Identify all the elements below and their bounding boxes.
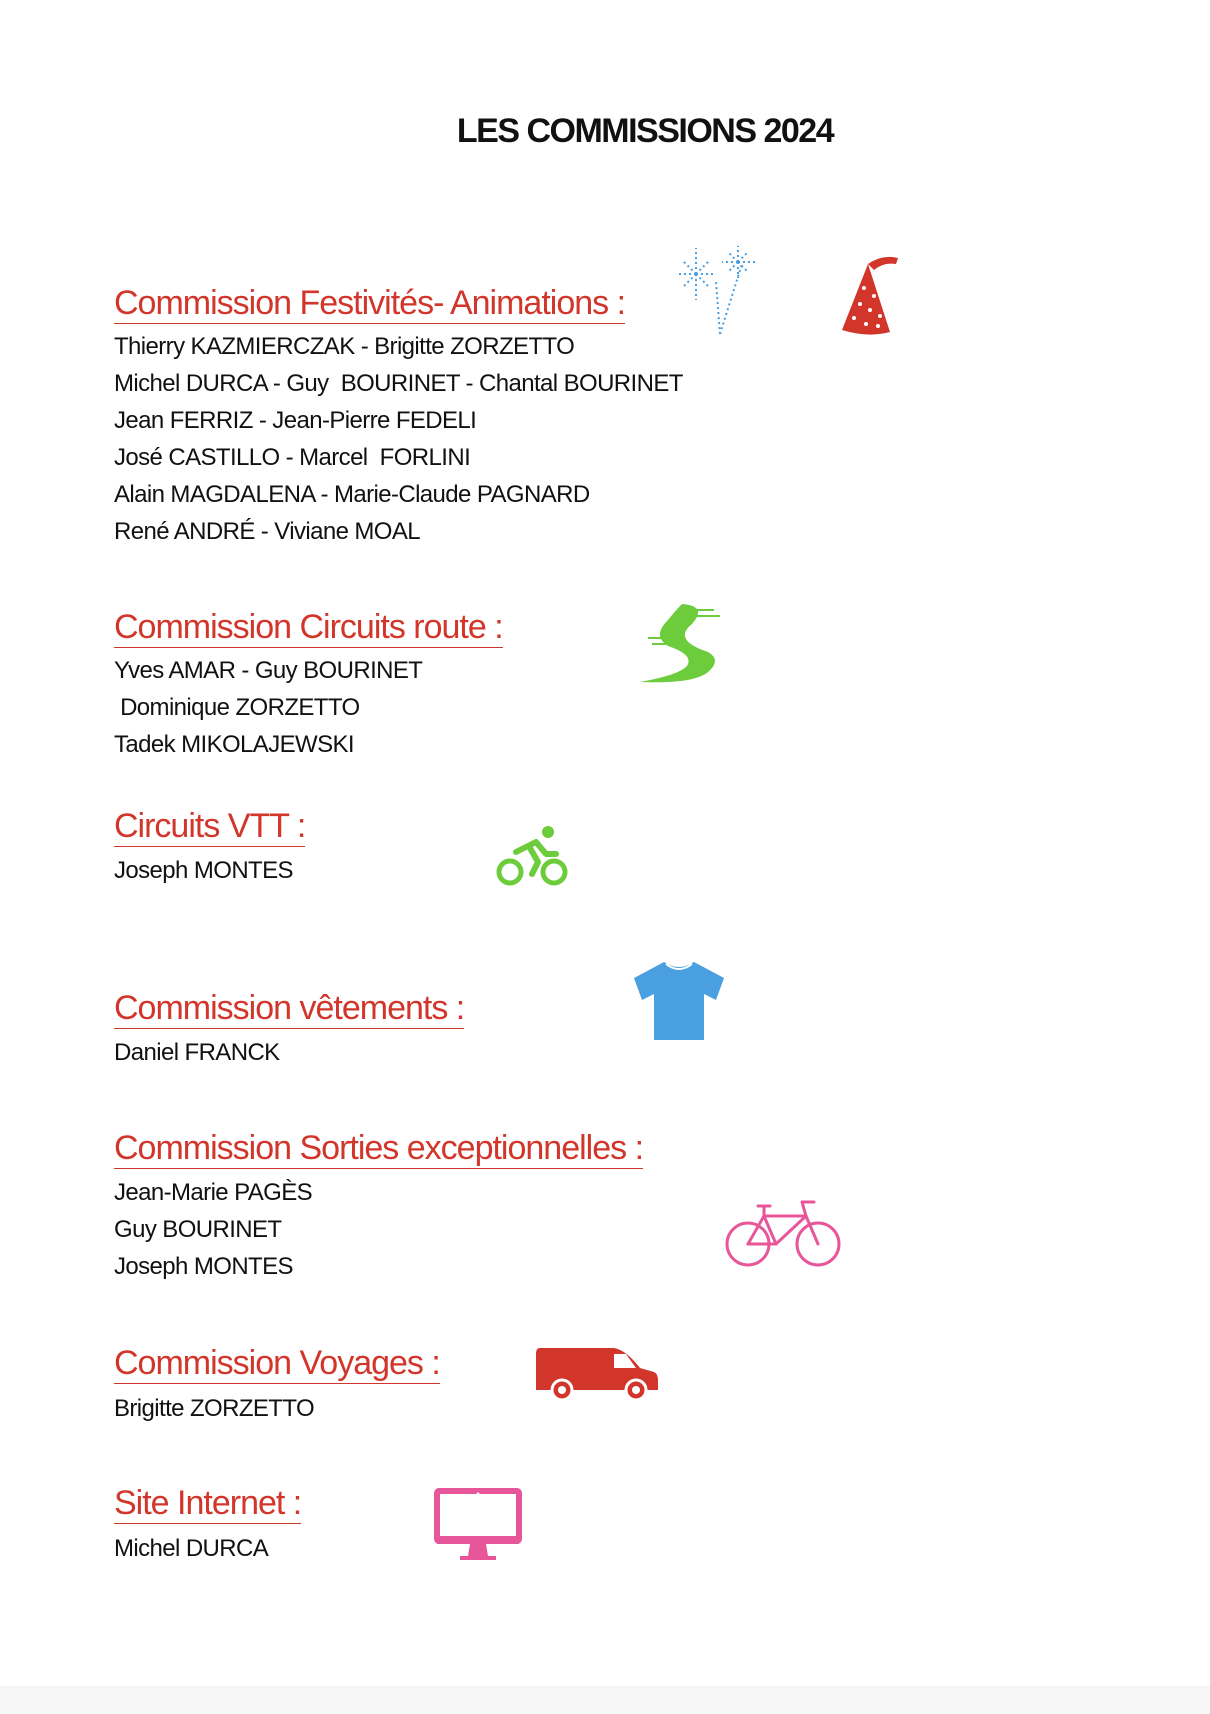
member: René ANDRÉ - Viviane MOAL (114, 518, 421, 545)
van-icon (534, 1346, 660, 1402)
heading-festivites: Commission Festivités- Animations : (114, 284, 626, 322)
member: Michel DURCA - Guy BOURINET - Chantal BOURINET (114, 370, 683, 397)
page-bottom-edge (0, 1686, 1210, 1714)
member: Joseph MONTES (114, 857, 293, 884)
member: Yves AMAR - Guy BOURINET (114, 657, 423, 684)
member: Guy BOURINET (114, 1216, 282, 1243)
member: Jean-Marie PAGÈS (114, 1179, 313, 1206)
member: Michel DURCA (114, 1535, 269, 1562)
heading-sorties: Commission Sorties exceptionnelles : (114, 1129, 644, 1167)
members-sorties (114, 1174, 312, 1285)
party-hat-icon (838, 254, 904, 336)
cyclist-icon (496, 824, 570, 888)
page-title: LES COMMISSIONS 2024 (456, 112, 834, 150)
heading-circuits-route: Commission Circuits route : (114, 608, 503, 646)
members-festivites (114, 328, 683, 550)
fireworks-icon (676, 244, 760, 336)
member: José CASTILLO - Marcel FORLINI (114, 444, 471, 471)
members-circuits-route (114, 652, 422, 763)
road-bike-icon (724, 1196, 842, 1268)
member: Joseph MONTES (114, 1253, 293, 1280)
members-site-internet (114, 1530, 268, 1567)
member: Thierry KAZMIERCZAK - Brigitte ZORZETTO (114, 333, 575, 360)
members-circuits-vtt (114, 852, 293, 889)
member: Daniel FRANCK (114, 1039, 280, 1066)
members-vetements (114, 1034, 280, 1071)
monitor-icon (434, 1488, 522, 1562)
heading-voyages: Commission Voyages : (114, 1344, 440, 1382)
member: Alain MAGDALENA - Marie-Claude PAGNARD (114, 481, 590, 508)
winding-road-icon (638, 600, 722, 684)
heading-vetements: Commission vêtements : (114, 989, 465, 1027)
member: Dominique ZORZETTO (114, 694, 360, 721)
heading-site-internet: Site Internet : (114, 1484, 302, 1522)
members-voyages (114, 1390, 314, 1427)
member: Tadek MIKOLAJEWSKI (114, 731, 354, 758)
member: Jean FERRIZ - Jean-Pierre FEDELI (114, 407, 477, 434)
heading-circuits-vtt: Circuits VTT : (114, 807, 306, 845)
member: Brigitte ZORZETTO (114, 1395, 315, 1422)
tshirt-icon (632, 960, 726, 1042)
